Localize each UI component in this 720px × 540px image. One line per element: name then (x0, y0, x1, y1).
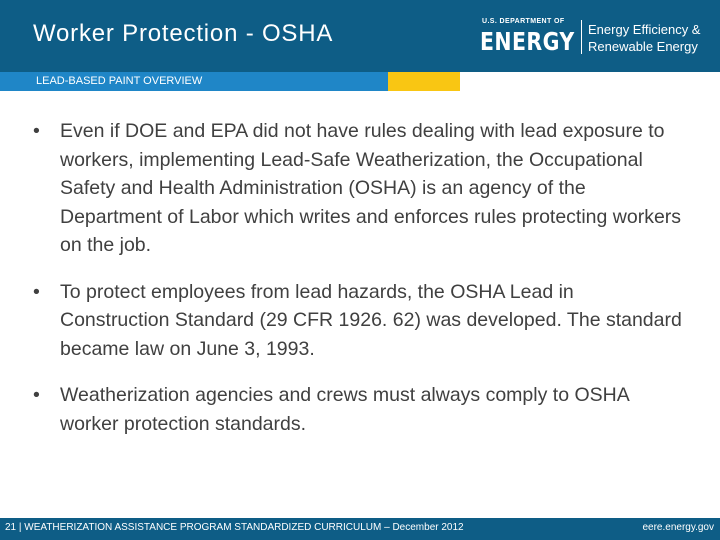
footer-slide-info: 21 | WEATHERIZATION ASSISTANCE PROGRAM STANDARDIZED CURRICULUM – December 2012 (5, 522, 464, 533)
bullet-marker: • (33, 280, 40, 303)
bullet-text: To protect employees from lead hazards, the OSHA Lead in Construction Standard (29 CFR 1926. 62) was developed. The standard became law on June 3, 1993. (60, 280, 682, 360)
subheader-yellow-accent (388, 72, 460, 91)
logo-divider (581, 20, 582, 54)
page-title: Worker Protection - OSHA (33, 20, 334, 47)
footer-website-link[interactable]: eere.energy.gov (642, 522, 714, 533)
bullet-marker: • (33, 384, 40, 406)
bullet-item (33, 117, 683, 260)
eere-logo-text (588, 21, 700, 55)
bullet-list (33, 117, 683, 456)
doe-logo-agency-line: U.S. DEPARTMENT OF (482, 18, 565, 25)
doe-logo (480, 18, 580, 58)
doe-logo-agency-name: ENERGY (480, 27, 575, 56)
bullet-text: Even if DOE and EPA did not have rules dealing with lead exposure to workers, implementing Lead-Safe Weatherization, the Occupational Safety and Health Administration (OSHA) is an agency of the Department of Labor which writes and enforces rules protecting workers on the job. (60, 120, 682, 256)
section-subtitle: LEAD-BASED PAINT OVERVIEW (36, 75, 203, 87)
bullet-text: Weatherization agencies and crews must always comply to OSHA worker protection standards. (60, 384, 629, 435)
subheader-white-segment (460, 72, 720, 91)
eere-line-2: Renewable Energy (588, 39, 698, 54)
eere-line-1: Energy Efficiency & (588, 22, 701, 37)
bullet-item (33, 381, 683, 438)
bullet-marker: • (33, 120, 40, 142)
bullet-item (33, 278, 683, 364)
